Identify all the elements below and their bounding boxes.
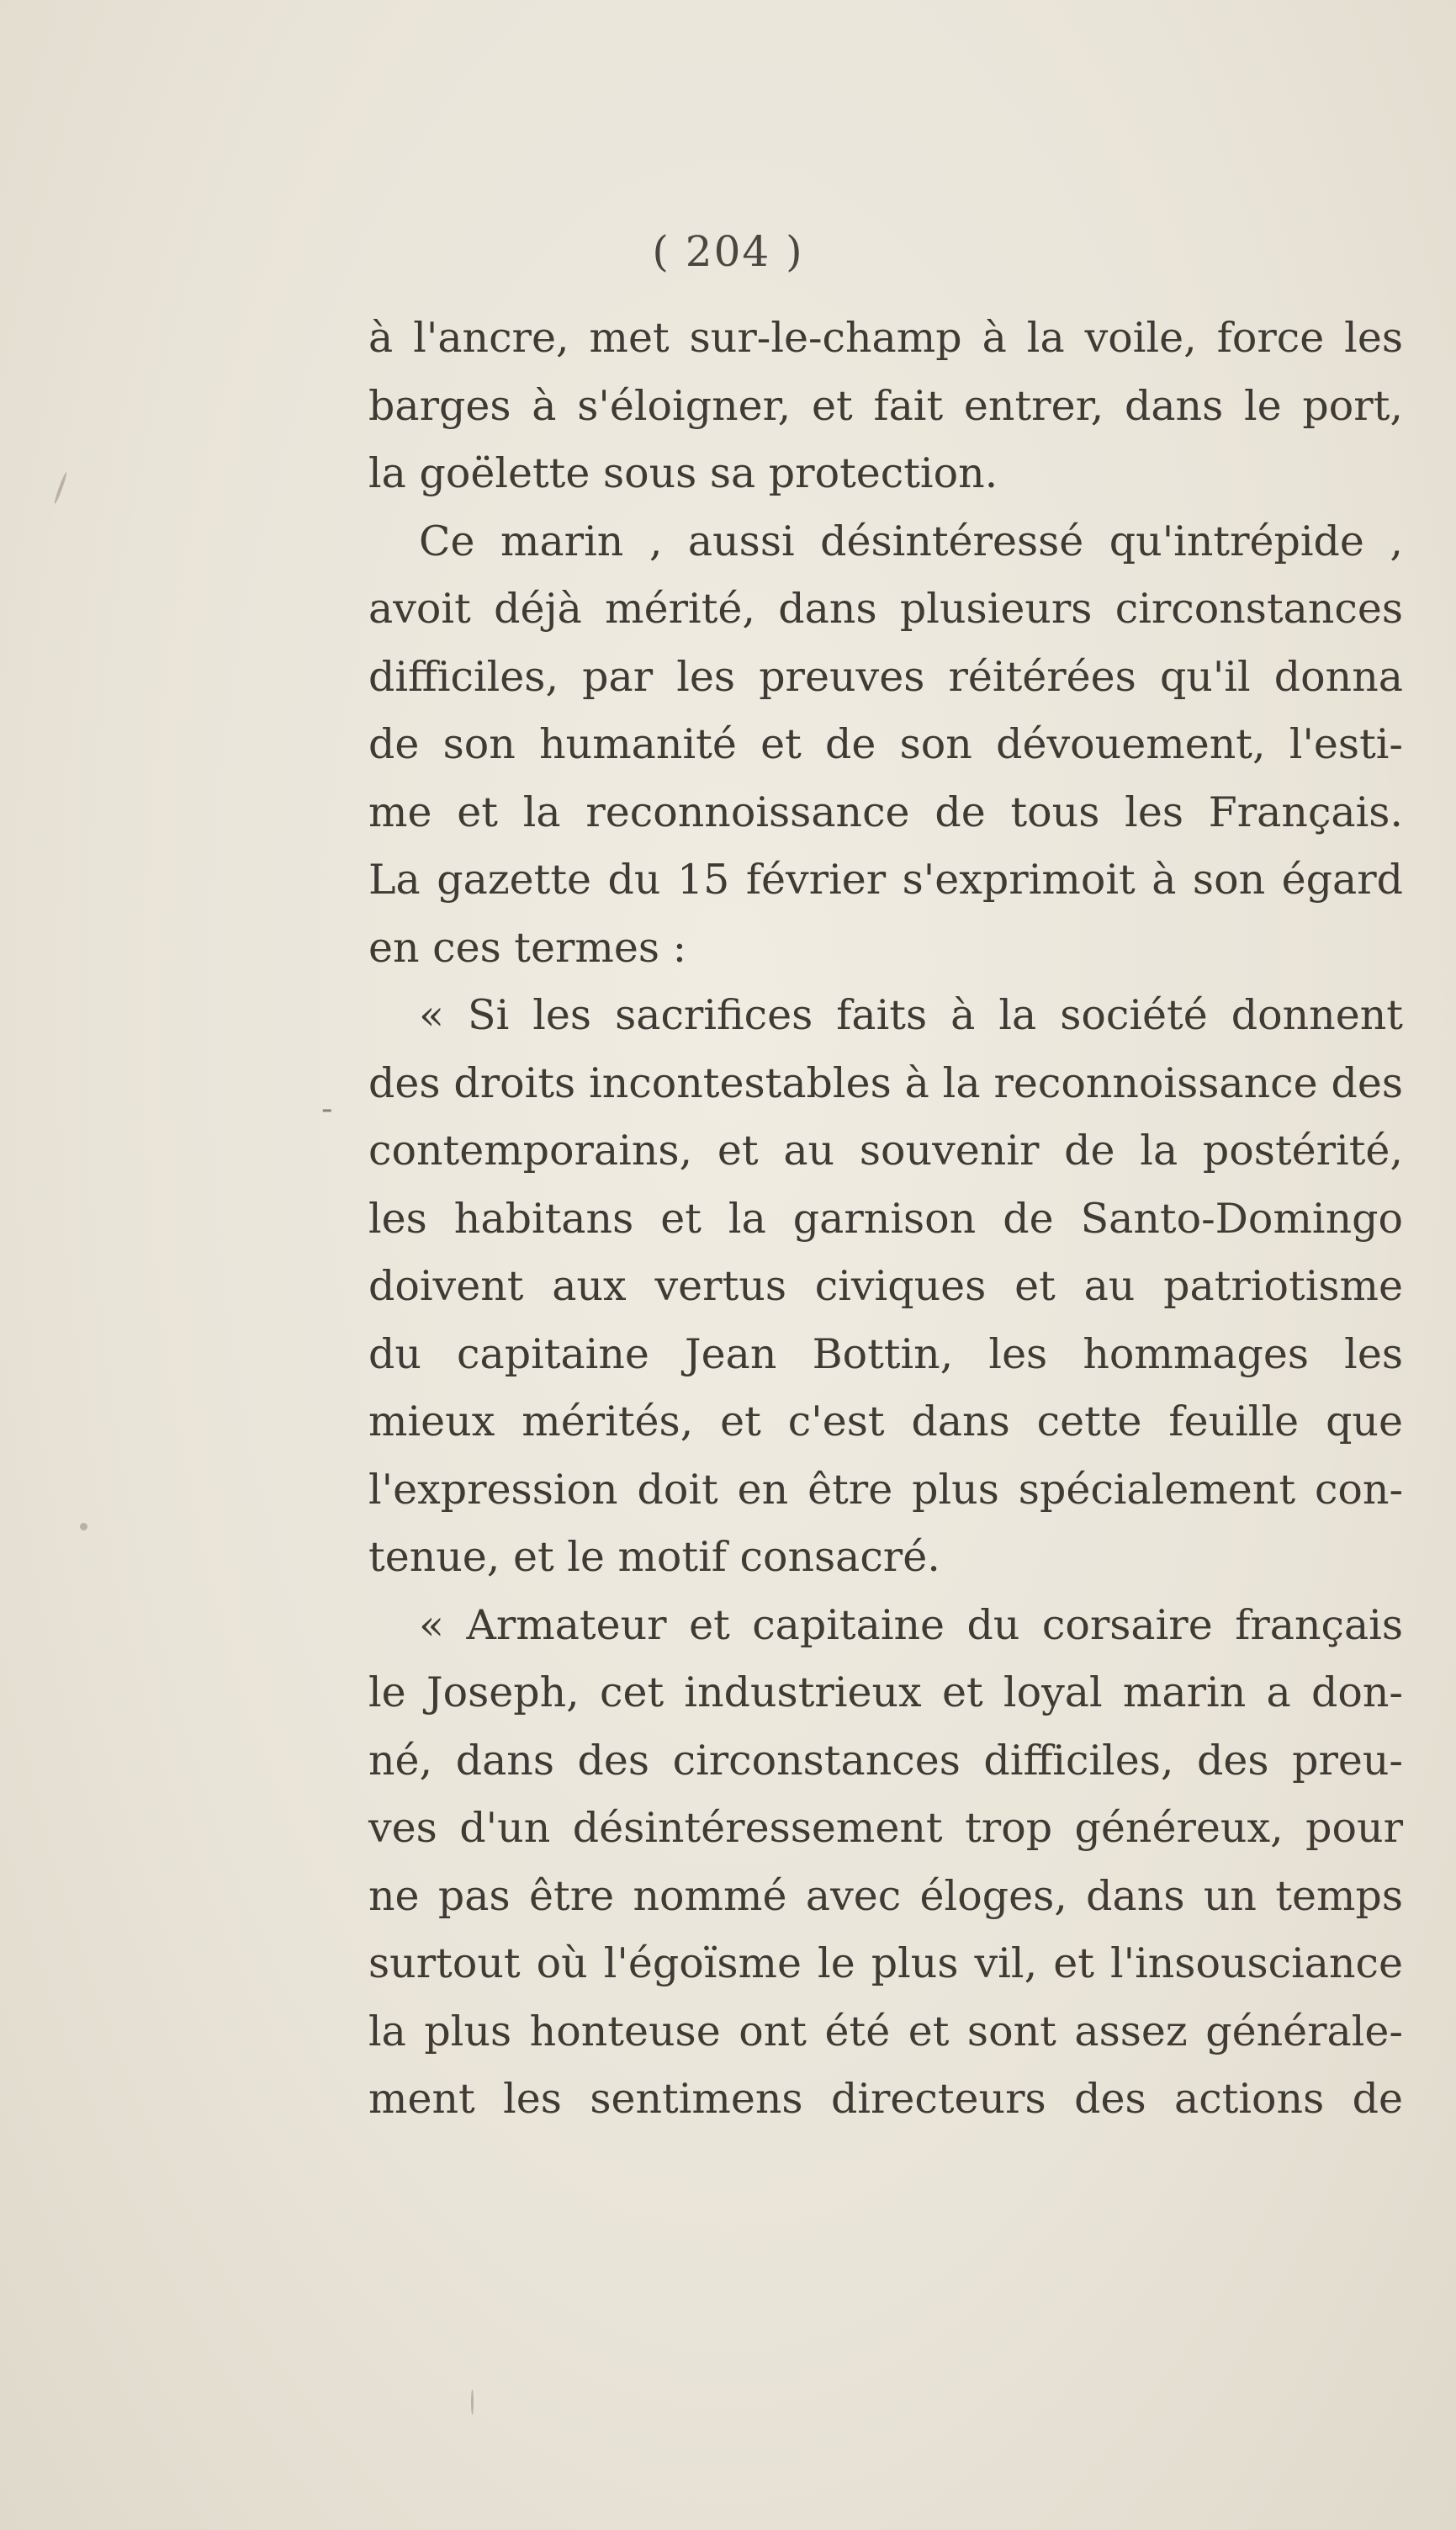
text-line: les habitans et la garnison de Santo-Domingo	[368, 1194, 1403, 1243]
text-line: mieux mérités, et c'est dans cette feuille que	[368, 1398, 1403, 1445]
page-number: ( 204 )	[652, 227, 804, 276]
paper-speck	[80, 1523, 87, 1530]
text-line: « Si les sacrifices faits à la société donnent	[419, 991, 1403, 1039]
text-line: La gazette du 15 février s'exprimoit à son égard	[368, 856, 1403, 904]
text-line: avoit déjà mérité, dans plusieurs circonstances	[368, 585, 1403, 633]
text-line: de son humanité et de son dévouement, l'esti-	[368, 720, 1403, 768]
body-text	[368, 305, 1403, 2134]
text-line: la goëlette sous sa protection.	[368, 449, 998, 497]
paper-speck	[53, 472, 67, 505]
text-line: barges à s'éloigner, et fait entrer, dans le port,	[368, 381, 1403, 430]
text-line: la plus honteuse ont été et sont assez générale-	[368, 2007, 1403, 2055]
text-line: ves d'un désintéressement trop généreux, pour	[368, 1804, 1403, 1852]
text-line: surtout où l'égoïsme le plus vil, et l'insousciance	[368, 1939, 1403, 1987]
text-line: né, dans des circonstances difficiles, des preu-	[368, 1736, 1403, 1785]
text-line: à l'ancre, met sur-le-champ à la voile, force les	[368, 314, 1403, 362]
text-line: difficiles, par les preuves réitérées qu'il donna	[368, 652, 1403, 701]
text-line: contemporains, et au souvenir de la postérité,	[368, 1127, 1403, 1175]
margin-mark: -	[321, 1090, 333, 1128]
text-line: ment les sentimens directeurs des actions de	[368, 2075, 1403, 2123]
text-line: tenue, et le motif consacré.	[368, 1533, 940, 1581]
text-line: doivent aux vertus civiques et au patriotisme	[368, 1262, 1403, 1310]
text-line: l'expression doit en être plus spécialement con-	[368, 1465, 1403, 1514]
text-line: des droits incontestables à la reconnoissance des	[368, 1058, 1403, 1107]
text-line: du capitaine Jean Bottin, les hommages les	[368, 1329, 1403, 1378]
text-line: me et la reconnoissance de tous les Français.	[368, 788, 1403, 836]
text-line: en ces termes :	[368, 923, 687, 972]
text-line: ne pas être nommé avec éloges, dans un temps	[368, 1871, 1403, 1920]
text-line: Ce marin , aussi désintéressé qu'intrépide ,	[419, 517, 1403, 565]
paper-speck	[471, 2389, 474, 2415]
text-line: « Armateur et capitaine du corsaire français	[419, 1600, 1403, 1649]
text-line: le Joseph, cet industrieux et loyal marin a don-	[368, 1668, 1403, 1716]
